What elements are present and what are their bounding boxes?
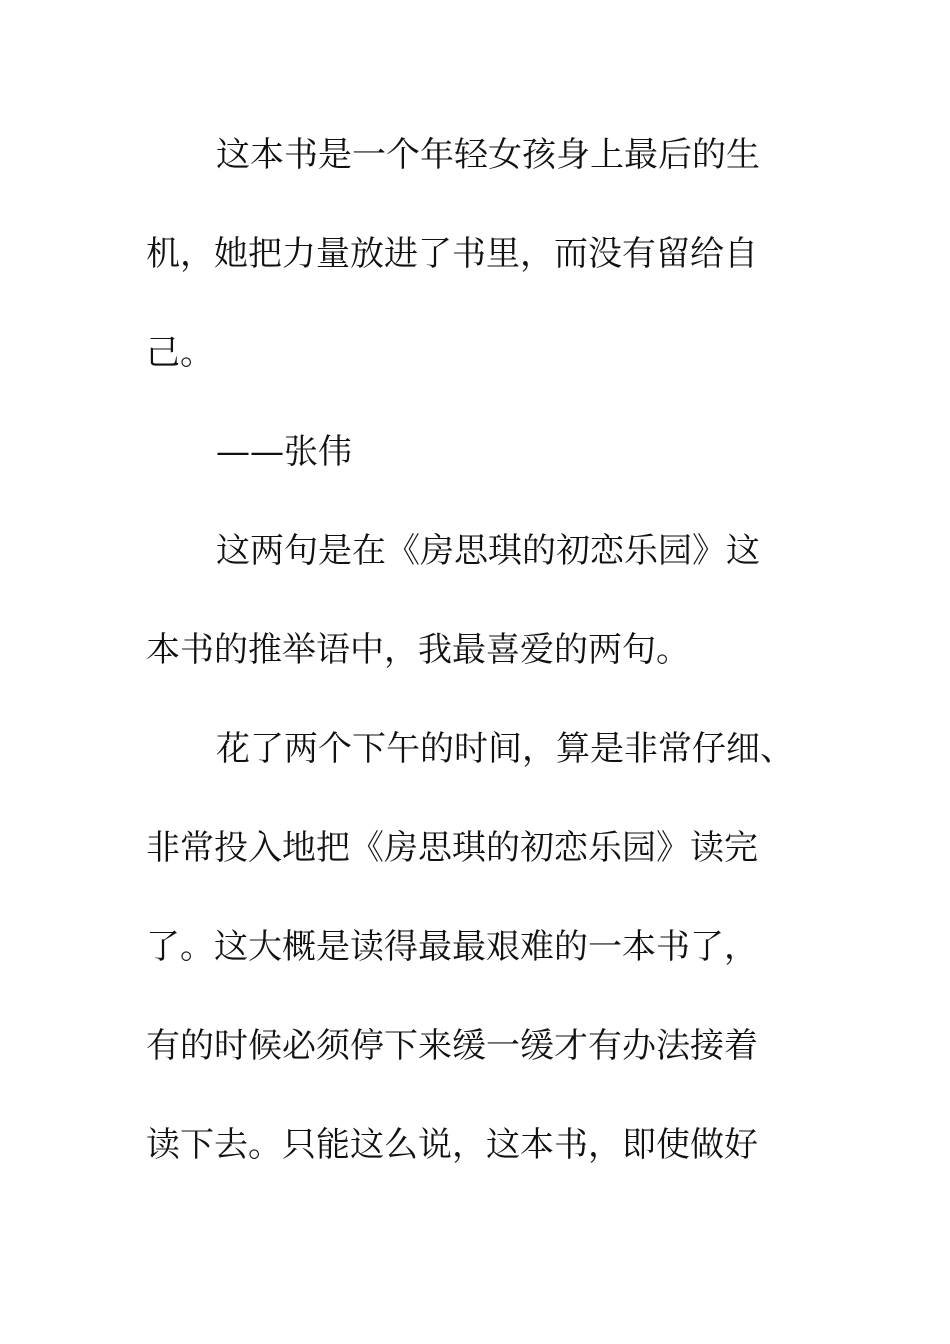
text-line: 本书的推举语中，我最喜爱的两句。 [146,630,690,670]
text-line: 读下去。只能这么说，这本书，即使做好 [146,1125,758,1165]
text-line: 机，她把力量放进了书里，而没有留给自 [146,234,758,274]
attribution-line: ——张伟 [216,432,352,472]
document-page [146,106,806,1195]
text-line: 己。 [146,333,214,373]
text-line: 花了两个下午的时间，算是非常仔细、 [216,729,794,769]
text-line: 这本书是一个年轻女孩身上最后的生 [216,135,760,175]
text-line: 了。这大概是读得最最艰难的一本书了， [146,927,758,967]
text-line: 非常投入地把《房思琪的初恋乐园》读完 [146,828,758,868]
text-line: 这两句是在《房思琪的初恋乐园》这 [216,531,760,571]
text-line: 有的时候必须停下来缓一缓才有办法接着 [146,1026,758,1066]
